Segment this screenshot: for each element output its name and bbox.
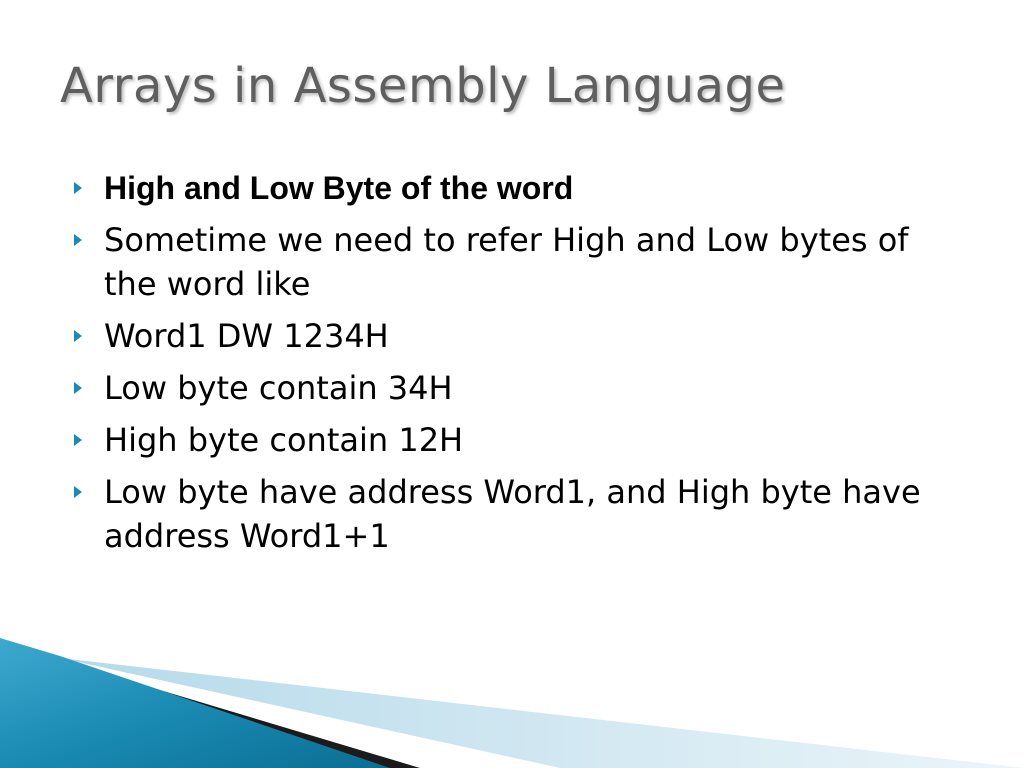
bullet-item [70, 314, 960, 358]
triangle-right-icon [74, 434, 82, 446]
bullet-item [70, 166, 960, 210]
triangle-right-icon [74, 382, 82, 394]
triangle-right-icon [74, 234, 82, 246]
bullet-list [70, 166, 960, 566]
bullet-item [70, 366, 960, 410]
bullet-text: Word1 DW 1234H [104, 317, 389, 355]
bullet-text: Low byte have address Word1, and High byte have address Word1+1 [104, 473, 921, 555]
bullet-item [70, 218, 960, 306]
bullet-text: Low byte contain 34H [104, 369, 453, 407]
triangle-right-icon [74, 486, 82, 498]
triangle-right-icon [74, 182, 82, 194]
decorative-wave [0, 638, 1024, 768]
slide-title: Arrays in Assembly Language [60, 58, 786, 114]
bullet-text: High byte contain 12H [104, 421, 464, 459]
bullet-item [70, 418, 960, 462]
bullet-text: Sometime we need to refer High and Low bytes of the word like [104, 221, 909, 303]
bullet-text: High and Low Byte of the word [104, 170, 574, 206]
bullet-item [70, 470, 960, 558]
triangle-right-icon [74, 330, 82, 342]
